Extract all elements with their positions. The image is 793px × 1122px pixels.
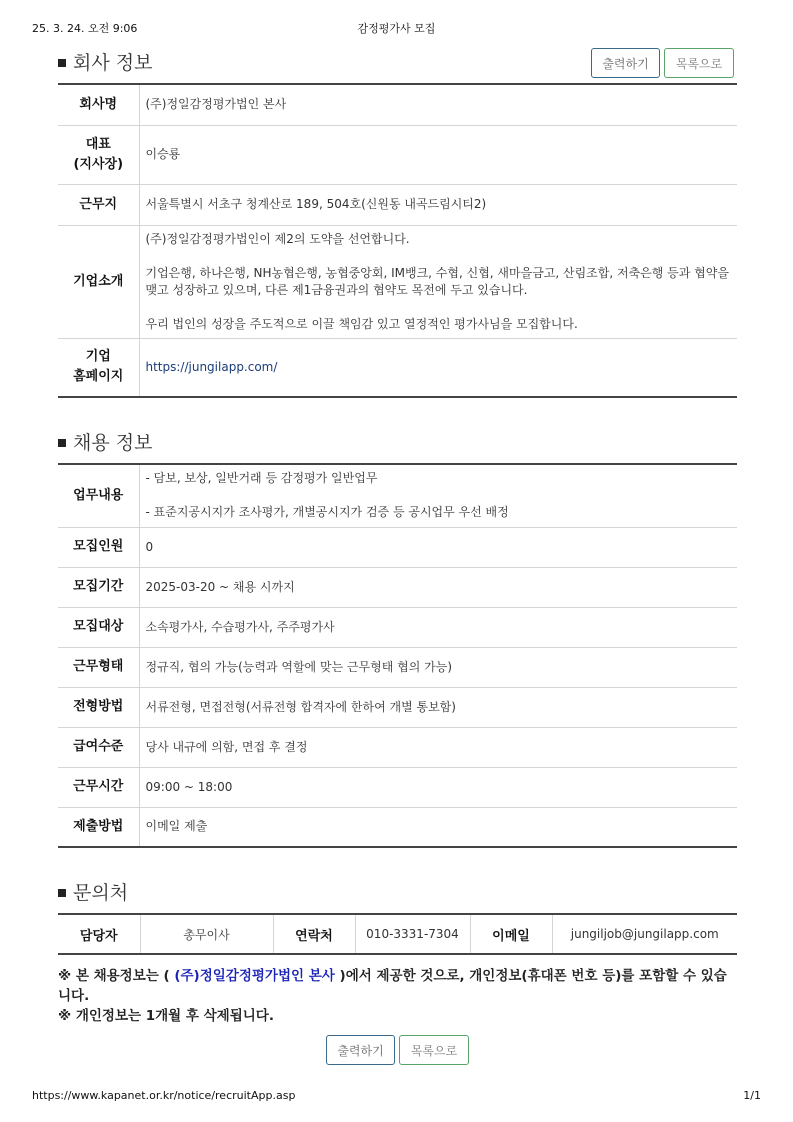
company-row <box>58 225 737 338</box>
list-button-bottom[interactable]: 목록으로 <box>399 1035 469 1065</box>
intro-value: (주)정일감정평가법인이 제2의 도약을 선언합니다. 기업은행, 하나은행, NH농협은행, 농협중앙회, IM뱅크, 수협, 신협, 새마을금고, 산림조합, 저축은행 등과 협약을 맺고 성장하고 있으며, 다른 제1금융권과의 협약도 목전에 두고 있습니다. 우리 법인의 성장을 주도적으로 이끌 책임감 있고 열정적인 평가사님을 모집합니다. <box>139 225 737 338</box>
employment-type-label: 근무형태 <box>58 647 139 687</box>
notice-line-2: ※ 개인정보는 1개월 후 삭제됩니다. <box>58 1008 274 1024</box>
email-label: 이메일 <box>470 914 552 954</box>
print-date: 25. 3. 24. 오전 9:06 <box>32 22 138 35</box>
hours-value: 09:00 ~ 18:00 <box>139 767 737 807</box>
company-row <box>58 338 737 397</box>
intro-label: 기업소개 <box>58 225 139 338</box>
company-row <box>58 184 737 225</box>
homepage-cell <box>139 338 737 397</box>
print-button-top[interactable]: 출력하기 <box>591 48 660 78</box>
privacy-notice <box>58 966 737 1026</box>
workplace-value: 서울특별시 서초구 청계산로 189, 504호(신원동 내곡드림시티2) <box>139 184 737 225</box>
company-name-label: 회사명 <box>58 84 139 125</box>
recruit-row <box>58 464 737 527</box>
employment-type-value: 정규직, 협의 가능(능력과 역할에 맞는 근무형태 협의 가능) <box>139 647 737 687</box>
duties-value: - 담보, 보상, 일반거래 등 감정평가 일반업무 - 표준지공시지가 조사평가, 개별공시지가 검증 등 공시업무 우선 배정 <box>139 464 737 527</box>
submission-value: 이메일 제출 <box>145 819 208 834</box>
homepage-label: 기업 홈페이지 <box>58 338 139 397</box>
period-value: 2025-03-20 ~ 채용 시까지 <box>139 567 737 607</box>
target-value: 소속평가사, 수습평가사, 주주평가사 <box>139 607 737 647</box>
phone-label: 연락처 <box>273 914 355 954</box>
recruit-section-title: 채용 정보 <box>58 428 152 455</box>
square-bullet-icon <box>58 889 66 897</box>
homepage-link[interactable]: https://jungilapp.com/ <box>145 359 278 374</box>
contact-row <box>58 914 737 954</box>
recruit-row <box>58 567 737 607</box>
print-url: https://www.kapanet.or.kr/notice/recruitApp.asp <box>32 1089 296 1102</box>
manager-label: 담당자 <box>58 914 140 954</box>
company-row <box>58 125 737 184</box>
target-label: 모집대상 <box>58 607 139 647</box>
recruit-info-table <box>58 463 737 848</box>
recruit-row <box>58 727 737 767</box>
notice-line-1: ※ 본 채용정보는 ( (주)정일감정평가법인 본사 )에서 제공한 것으로, 개인정보(휴대폰 번호 등)를 포함할 수 있습니다. <box>58 968 727 1004</box>
recruit-row <box>58 807 737 847</box>
manager-value: 총무이사 <box>140 914 273 954</box>
submission-label: 제출방법 <box>58 807 139 847</box>
square-bullet-icon <box>58 59 66 67</box>
recruit-row <box>58 767 737 807</box>
headcount-value: 0 <box>139 527 737 567</box>
print-header <box>32 20 761 36</box>
print-footer <box>32 1089 761 1105</box>
recruit-row <box>58 647 737 687</box>
company-info-table <box>58 83 737 398</box>
salary-value: 당사 내규에 의함, 면접 후 결정 <box>139 727 737 767</box>
selection-label: 전형방법 <box>58 687 139 727</box>
selection-value: 서류전형, 면접전형(서류전형 합격자에 한하여 개별 통보함) <box>139 687 737 727</box>
company-section-title: 회사 정보 <box>58 48 152 75</box>
list-button-top[interactable]: 목록으로 <box>664 48 734 78</box>
company-row <box>58 84 737 125</box>
ceo-label: 대표 (지사장) <box>58 125 139 184</box>
recruit-row <box>58 527 737 567</box>
page-number: 1/1 <box>743 1089 761 1102</box>
contact-section-title: 문의처 <box>58 878 128 905</box>
notice-company: (주)정일감정평가법인 본사 <box>174 968 335 984</box>
ceo-value: 이승룡 <box>139 125 737 184</box>
duties-label: 업무내용 <box>58 464 139 527</box>
salary-label: 급여수준 <box>58 727 139 767</box>
headcount-label: 모집인원 <box>58 527 139 567</box>
hours-label: 근무시간 <box>58 767 139 807</box>
phone-value: 010-3331-7304 <box>355 914 470 954</box>
recruit-row <box>58 607 737 647</box>
workplace-label: 근무지 <box>58 184 139 225</box>
email-value: jungiljob@jungilapp.com <box>570 927 719 941</box>
contact-table <box>58 913 737 955</box>
square-bullet-icon <box>58 439 66 447</box>
print-title: 감정평가사 모집 <box>357 22 436 35</box>
company-name-value: (주)정일감정평가법인 본사 <box>139 84 737 125</box>
period-label: 모집기간 <box>58 567 139 607</box>
print-button-bottom[interactable]: 출력하기 <box>326 1035 395 1065</box>
recruit-row <box>58 687 737 727</box>
